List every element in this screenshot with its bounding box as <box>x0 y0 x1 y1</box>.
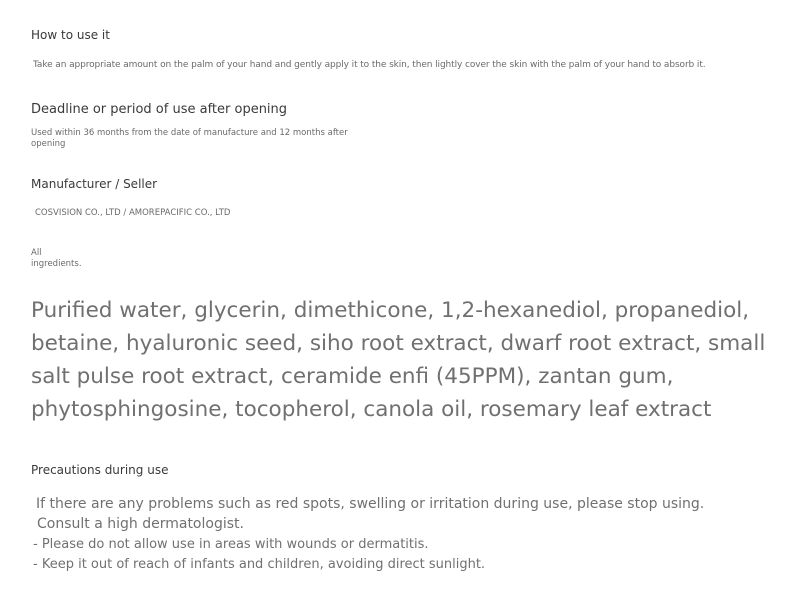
ingredients-list-line4: phytosphingosine, tocopherol, canola oil, rosemary leaf extract <box>31 397 712 422</box>
ingredients-list-line1: Purified water, glycerin, dimethicone, 1,2-hexanediol, propanediol, <box>31 298 750 323</box>
how-to-use-text: Take an appropriate amount on the palm of your hand and gently apply it to the skin, then lightly cover the skin with the palm of your hand to absorb it. <box>33 60 706 70</box>
ingredients-label-line1: All <box>31 248 42 258</box>
manufacturer-text: COSVISION CO., LTD / AMOREPACIFIC CO., LTD <box>35 208 231 218</box>
how-to-use-heading: How to use it <box>31 28 110 42</box>
manufacturer-heading: Manufacturer / Seller <box>31 177 158 191</box>
ingredients-list-line2: betaine, hyaluronic seed, siho root extract, dwarf root extract, small <box>31 331 766 356</box>
ingredients-label-line2: ingredients. <box>31 259 82 269</box>
precautions-line4: - Keep it out of reach of infants and children, avoiding direct sunlight. <box>33 557 486 572</box>
precautions-line1: If there are any problems such as red spots, swelling or irritation during use, please stop using. <box>36 496 705 512</box>
precautions-line2: Consult a high dermatologist. <box>37 516 244 532</box>
precautions-line3: - Please do not allow use in areas with wounds or dermatitis. <box>33 537 429 552</box>
deadline-text-line2: opening <box>31 139 66 149</box>
deadline-heading: Deadline or period of use after opening <box>31 102 288 117</box>
precautions-heading: Precautions during use <box>31 463 169 477</box>
deadline-text-line1: Used within 36 months from the date of manufacture and 12 months after <box>31 128 348 138</box>
ingredients-list-line3: salt pulse root extract, ceramide enfi (45PPM), zantan gum, <box>31 364 674 389</box>
